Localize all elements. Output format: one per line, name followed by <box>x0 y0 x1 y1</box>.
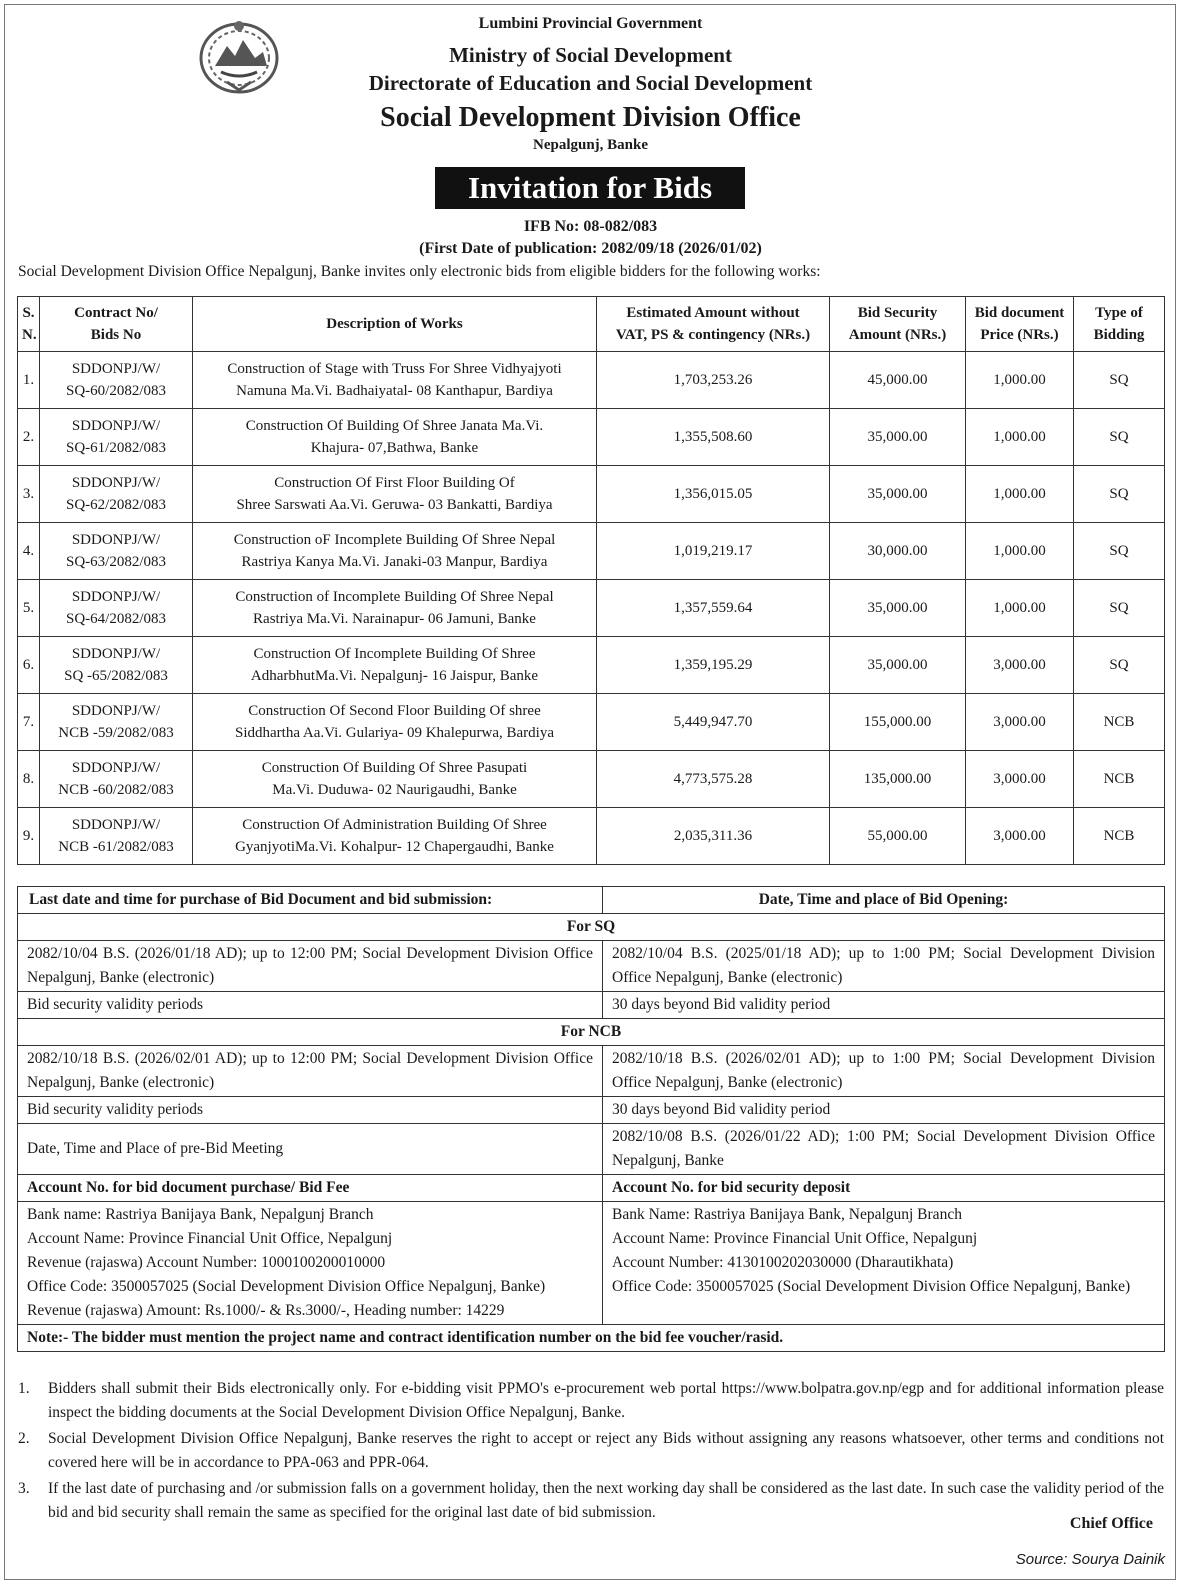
ncb-validity-label: Bid security validity periods <box>18 1097 603 1124</box>
cell-type: SQ <box>1074 580 1165 637</box>
cell-contract: SDDONPJ/W/ NCB -60/2082/083 <box>40 751 193 808</box>
cell-type: NCB <box>1074 808 1165 865</box>
cell-doc-price: 1,000.00 <box>966 352 1074 409</box>
table-row <box>18 466 1165 523</box>
office-location: Nepalgunj, Banke <box>532 137 649 153</box>
cell-sn: 4. <box>18 523 40 580</box>
cell-type: NCB <box>1074 694 1165 751</box>
cell-type: SQ <box>1074 523 1165 580</box>
for-ncb-heading: For NCB <box>18 1019 1165 1046</box>
directorate-name: Directorate of Education and Social Development <box>368 71 813 95</box>
table-row <box>18 352 1165 409</box>
bids-table-header <box>18 297 1165 352</box>
header-contract: Contract No/ Bids No <box>40 297 193 352</box>
list-item: 2. Social Development Division Office Nepalgunj, Banke reserves the right to accept or reject any Bids without assigning any reasons whatsoever, other terms and conditions not covered here will be in accordance to PPA-063 and PPR-064. <box>18 1430 1164 1471</box>
header-security: Bid Security Amount (NRs.) <box>830 297 966 352</box>
cell-contract: SDDONPJ/W/ SQ-60/2082/083 <box>40 352 193 409</box>
cell-security: 30,000.00 <box>830 523 966 580</box>
bids-table <box>17 296 1165 865</box>
fee-bank-name: Bank name: Rastriya Banijaya Bank, Nepalgunj Branch <box>27 1206 374 1223</box>
sq-validity-label: Bid security validity periods <box>18 992 603 1019</box>
cell-security: 45,000.00 <box>830 352 966 409</box>
cell-description: Construction of Incomplete Building Of Shree Nepal Rastriya Ma.Vi. Narainapur- 06 Jamuni, Banke <box>193 580 597 637</box>
office-name: Social Development Division Office <box>380 102 801 133</box>
header-estimate: Estimated Amount without VAT, PS & contingency (NRs.) <box>597 297 830 352</box>
cell-estimate: 1,357,559.64 <box>597 580 830 637</box>
security-office-code: Office Code: 3500057025 (Social Development Division Office Nepalgunj, Banke) <box>612 1278 1131 1295</box>
cell-sn: 3. <box>18 466 40 523</box>
cell-contract: SDDONPJ/W/ SQ-64/2082/083 <box>40 580 193 637</box>
for-sq-heading: For SQ <box>18 914 1165 941</box>
cell-sn: 5. <box>18 580 40 637</box>
cell-sn: 7. <box>18 694 40 751</box>
cell-type: SQ <box>1074 466 1165 523</box>
last-date-header: Last date and time for purchase of Bid Document and bid submission: <box>18 887 603 914</box>
opening-header: Date, Time and place of Bid Opening: <box>603 887 1165 914</box>
table-row <box>18 637 1165 694</box>
cell-doc-price: 1,000.00 <box>966 580 1074 637</box>
cell-sn: 6. <box>18 637 40 694</box>
intro-text: Social Development Division Office Nepalgunj, Banke invites only electronic bids from eligible bidders for the following works: <box>18 263 821 280</box>
cell-type: SQ <box>1074 409 1165 466</box>
source-credit: Source: Sourya Dainik <box>1015 1551 1165 1568</box>
ncb-validity-value: 30 days beyond Bid validity period <box>603 1097 1165 1124</box>
prebid-value: 2082/10/08 B.S. (2026/01/22 AD); 1:00 PM; Social Development Division Office Nepalgunj, Banke <box>603 1124 1165 1175</box>
signature: Chief Office <box>1069 1515 1153 1532</box>
sq-opening: 2082/10/04 B.S. (2025/01/18 AD); up to 1:00 PM; Social Development Division Office Nepalgunj, Banke (electronic) <box>603 941 1165 992</box>
table-row <box>18 694 1165 751</box>
cell-security: 155,000.00 <box>830 694 966 751</box>
cell-estimate: 2,035,311.36 <box>597 808 830 865</box>
cell-security: 35,000.00 <box>830 580 966 637</box>
notes-list <box>18 1377 1164 1527</box>
government-name: Lumbini Provincial Government <box>478 15 703 32</box>
fee-amount: Revenue (rajaswa) Amount: Rs.1000/- & Rs.3000/-, Heading number: 14229 <box>27 1302 505 1319</box>
cell-security: 35,000.00 <box>830 409 966 466</box>
cell-type: SQ <box>1074 637 1165 694</box>
table-row <box>18 409 1165 466</box>
cell-security: 55,000.00 <box>830 808 966 865</box>
fee-office-code: Office Code: 3500057025 (Social Development Division Office Nepalgunj, Banke) <box>27 1278 546 1295</box>
ministry-name: Ministry of Social Development <box>449 43 732 67</box>
table-row <box>18 751 1165 808</box>
cell-sn: 9. <box>18 808 40 865</box>
ncb-opening: 2082/10/18 B.S. (2026/02/01 AD); up to 1:00 PM; Social Development Division Office Nepalgunj, Banke (electronic) <box>603 1046 1165 1097</box>
cell-type: SQ <box>1074 352 1165 409</box>
header-doc-price: Bid document Price (NRs.) <box>966 297 1074 352</box>
security-account-name: Account Name: Province Financial Unit Office, Nepalgunj <box>612 1230 978 1247</box>
fee-account-name: Account Name: Province Financial Unit Office, Nepalgunj <box>27 1230 393 1247</box>
prebid-label: Date, Time and Place of pre-Bid Meeting <box>18 1124 603 1175</box>
cell-estimate: 5,449,947.70 <box>597 694 830 751</box>
header-sn: S. N. <box>18 297 40 352</box>
fee-account-number: Revenue (rajaswa) Account Number: 1000100200010000 <box>27 1254 386 1271</box>
account-security-header: Account No. for bid security deposit <box>603 1175 1165 1202</box>
table-row <box>18 580 1165 637</box>
cell-security: 35,000.00 <box>830 466 966 523</box>
cell-estimate: 1,356,015.05 <box>597 466 830 523</box>
cell-contract: SDDONPJ/W/ SQ -65/2082/083 <box>40 637 193 694</box>
cell-doc-price: 1,000.00 <box>966 409 1074 466</box>
cell-estimate: 1,019,219.17 <box>597 523 830 580</box>
schedule-table <box>17 886 1165 1352</box>
cell-estimate: 4,773,575.28 <box>597 751 830 808</box>
cell-description: Construction Of Second Floor Building Of shree Siddhartha Aa.Vi. Gulariya- 09 Khalepurwa, Bardiya <box>193 694 597 751</box>
cell-type: NCB <box>1074 751 1165 808</box>
page-title: Invitation for Bids <box>435 167 745 209</box>
cell-contract: SDDONPJ/W/ NCB -61/2082/083 <box>40 808 193 865</box>
cell-estimate: 1,355,508.60 <box>597 409 830 466</box>
cell-contract: SDDONPJ/W/ NCB -59/2082/083 <box>40 694 193 751</box>
header-description: Description of Works <box>193 297 597 352</box>
ncb-submission: 2082/10/18 B.S. (2026/02/01 AD); up to 12:00 PM; Social Development Division Office Nepalgunj, Banke (electronic) <box>18 1046 603 1097</box>
ifb-number: IFB No: 08-082/083 <box>523 218 658 235</box>
cell-contract: SDDONPJ/W/ SQ-61/2082/083 <box>40 409 193 466</box>
cell-estimate: 1,359,195.29 <box>597 637 830 694</box>
cell-sn: 8. <box>18 751 40 808</box>
sq-validity-value: 30 days beyond Bid validity period <box>603 992 1165 1019</box>
list-item: 3. If the last date of purchasing and /or submission falls on a government holiday, then the next working day shall be considered as the last date. In such case the validity period of the bid and bid security shall remain the same as specified for the original last date of bid submission. <box>18 1480 1164 1521</box>
cell-description: Construction Of Building Of Shree Janata Ma.Vi. Khajura- 07,Bathwa, Banke <box>193 409 597 466</box>
cell-doc-price: 3,000.00 <box>966 751 1074 808</box>
cell-security: 135,000.00 <box>830 751 966 808</box>
account-security-details <box>603 1202 1165 1325</box>
account-fee-details <box>18 1202 603 1325</box>
cell-description: Construction Of Incomplete Building Of Shree AdharbhutMa.Vi. Nepalgunj- 16 Jaispur, Banke <box>193 637 597 694</box>
table-row <box>18 523 1165 580</box>
cell-doc-price: 3,000.00 <box>966 637 1074 694</box>
cell-sn: 1. <box>18 352 40 409</box>
cell-doc-price: 1,000.00 <box>966 466 1074 523</box>
account-fee-header: Account No. for bid document purchase/ Bid Fee <box>18 1175 603 1202</box>
cell-security: 35,000.00 <box>830 637 966 694</box>
bid-fee-note: Note:- The bidder must mention the project name and contract identification number on the bid fee voucher/rasid. <box>18 1325 1165 1352</box>
cell-sn: 2. <box>18 409 40 466</box>
sq-submission: 2082/10/04 B.S. (2026/01/18 AD); up to 12:00 PM; Social Development Division Office Nepalgunj, Banke (electronic) <box>18 941 603 992</box>
security-account-number: Account Number: 4130100202030000 (Dharautikhata) <box>612 1254 954 1271</box>
security-bank-name: Bank Name: Rastriya Banijaya Bank, Nepalgunj Branch <box>612 1206 962 1223</box>
cell-description: Construction Of First Floor Building Of Shree Sarswati Aa.Vi. Geruwa- 03 Bankatti, Bardiya <box>193 466 597 523</box>
header-type: Type of Bidding <box>1074 297 1165 352</box>
cell-description: Construction of Stage with Truss For Shree Vidhyajyoti Namuna Ma.Vi. Badhaiyatal- 08 Kanthapur, Bardiya <box>193 352 597 409</box>
cell-contract: SDDONPJ/W/ SQ-62/2082/083 <box>40 466 193 523</box>
cell-description: Construction oF Incomplete Building Of Shree Nepal Rastriya Kanya Ma.Vi. Janaki-03 Manpur, Bardiya <box>193 523 597 580</box>
cell-doc-price: 1,000.00 <box>966 523 1074 580</box>
cell-contract: SDDONPJ/W/ SQ-63/2082/083 <box>40 523 193 580</box>
cell-estimate: 1,703,253.26 <box>597 352 830 409</box>
cell-description: Construction Of Administration Building Of Shree GyanjyotiMa.Vi. Kohalpur- 12 Chapergaudhi, Banke <box>193 808 597 865</box>
cell-doc-price: 3,000.00 <box>966 808 1074 865</box>
publication-date: (First Date of publication: 2082/09/18 (2026/01/02) <box>419 240 762 257</box>
cell-doc-price: 3,000.00 <box>966 694 1074 751</box>
list-item: 1. Bidders shall submit their Bids electronically only. For e-bidding visit PPMO's e-procurement web portal https://www.bolpatra.gov.np/egp and for additional information please inspect the bidding documents at the Social Development Division Office Nepalgunj, Banke. <box>18 1380 1164 1421</box>
cell-description: Construction Of Building Of Shree Pasupati Ma.Vi. Duduwa- 02 Naurigaudhi, Banke <box>193 751 597 808</box>
table-row <box>18 808 1165 865</box>
